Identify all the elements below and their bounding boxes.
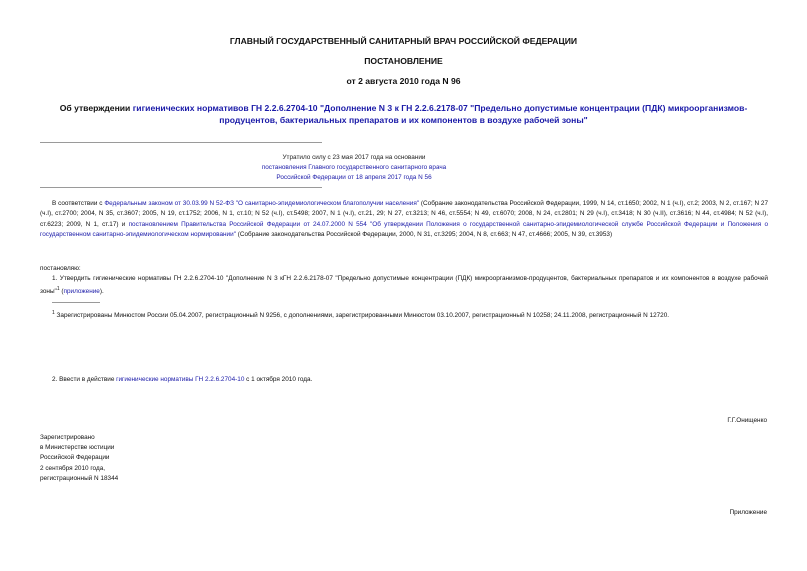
item-2-paragraph — [52, 375, 312, 385]
resolves-label: постановляю: — [40, 265, 81, 272]
document-title — [40, 103, 767, 126]
preamble-text3: (Собрание законодательства Российской Федерации, 2000, N 31, ст.3295; 2004, N 8, ст.663; N 47, ст.4666; 2005, N 39, ст.3953) — [235, 231, 613, 239]
status-note-line1: Утратило силу с 23 мая 2017 года на основании — [282, 154, 426, 161]
preamble-text2: (Собрание законодательства Российской Федерации, 1999, N 14, ст.1650; 2002, N 1 (ч.I), ст.2; 2003, N 2, ст.167; N 27 (ч.I), ст.2700; 2004, N 35, ст.3607; 2005, N 19, ст.1752; 2006, N 1, ст.10; N 52 (ч.I), ст.5498; 2007, N 1 (ч.I), ст.21, 29; N 27, ст.3213; N 46, ст.5554; N 49, ст.6070; 2008, N 24, ст.2801; N 29 (ч.I), ст.3418; N 30 (ч.II), ст.3616; N 44, ст.4984; N 52 (ч.I), ст.6223; 2009, N 1, ст.17) и — [40, 200, 769, 228]
issuing-authority: ГЛАВНЫЙ ГОСУДАРСТВЕННЫЙ САНИТАРНЫЙ ВРАЧ РОССИЙСКОЙ ФЕДЕРАЦИИ — [229, 36, 578, 46]
registration-line1: Зарегистрировано — [40, 434, 95, 441]
signature: Г.Г.Онищенко — [727, 417, 767, 424]
footnote-paragraph — [40, 308, 768, 322]
appendix-label: Приложение — [729, 509, 767, 516]
status-note-link2[interactable]: Российской Федерации от 18 апреля 2017 года N 56 — [276, 174, 432, 182]
document-type: ПОСТАНОВЛЕНИЕ — [364, 56, 443, 66]
item-1-text: 1. Утвердить гигиенические нормативы ГН 2.2.6.2704-10 "Дополнение N 3 кГН 2.2.6.2178-07 "Предельно допустимые концентрации (ПДК) микроорганизмов-продуцентов, бактериальных препаратов и их компонентов в воздухе рабочей зоны" — [40, 275, 768, 296]
preamble-paragraph — [40, 199, 768, 241]
title-link[interactable]: гигиенических нормативов ГН 2.2.6.2704-10 "Дополнение N 3 к ГН 2.2.6.2178-07 "Предельно допустимые концентрации (ПДК) микроорганизмов-продуцентов, бактериальных препаратов и их компонентов в воздухе рабочей зоны" — [132, 103, 748, 125]
item-1-text3: ). — [99, 288, 104, 296]
item-1-text2: ( — [59, 288, 64, 296]
item-2-text: 2. Ввести в действие — [52, 376, 117, 383]
status-divider-bottom — [40, 187, 322, 188]
status-note-link1[interactable]: постановления Главного государственного санитарного врача — [261, 164, 447, 172]
footnote-text: Зарегистрированы Минюстом России 05.04.2007, регистрационный N 9256, с дополнениями, зарегистрированными Минюстом 03.10.2007, регистрационный N 10258; 24.11.2008, регистрационный N 12720. — [54, 312, 670, 320]
item-2-text2: с 1 октября 2010 года. — [244, 376, 313, 383]
footnote-divider — [52, 302, 100, 303]
item-1-paragraph — [40, 274, 768, 298]
status-note — [222, 153, 486, 184]
title-prefix: Об утверждении — [59, 103, 133, 113]
appendix-link[interactable]: приложение — [63, 288, 100, 296]
government-decree-link[interactable]: постановлением Правительства Российской Федерации от 24.07.2000 N 554 "Об утверждении Положения о государственной санитарно-эпидемиологической службе Российской Федерации и Положения о государственном санитарно-эпидемиологическом нормировании" — [40, 220, 768, 239]
footnote-marker: 1 — [56, 286, 60, 293]
registration-line5: регистрационный N 18344 — [40, 474, 119, 482]
federal-law-link[interactable]: Федеральным законом от 30.03.99 N 52-ФЗ "О санитарно-эпидемиологическом благополучии населения" — [104, 200, 420, 207]
document-date-number: от 2 августа 2010 года N 96 — [346, 76, 461, 86]
registration-block — [40, 433, 118, 484]
norms-link[interactable]: гигиенические нормативы ГН 2.2.6.2704-10 — [116, 376, 245, 383]
registration-line3: Российской Федерации — [40, 454, 110, 462]
status-divider-top — [40, 142, 322, 143]
footnote-number: 1 — [52, 310, 55, 316]
preamble-text1: В соответствии с — [52, 200, 105, 207]
registration-line4: 2 сентября 2010 года, — [40, 464, 106, 472]
registration-line2: в Министерстве юстиции — [40, 444, 115, 452]
